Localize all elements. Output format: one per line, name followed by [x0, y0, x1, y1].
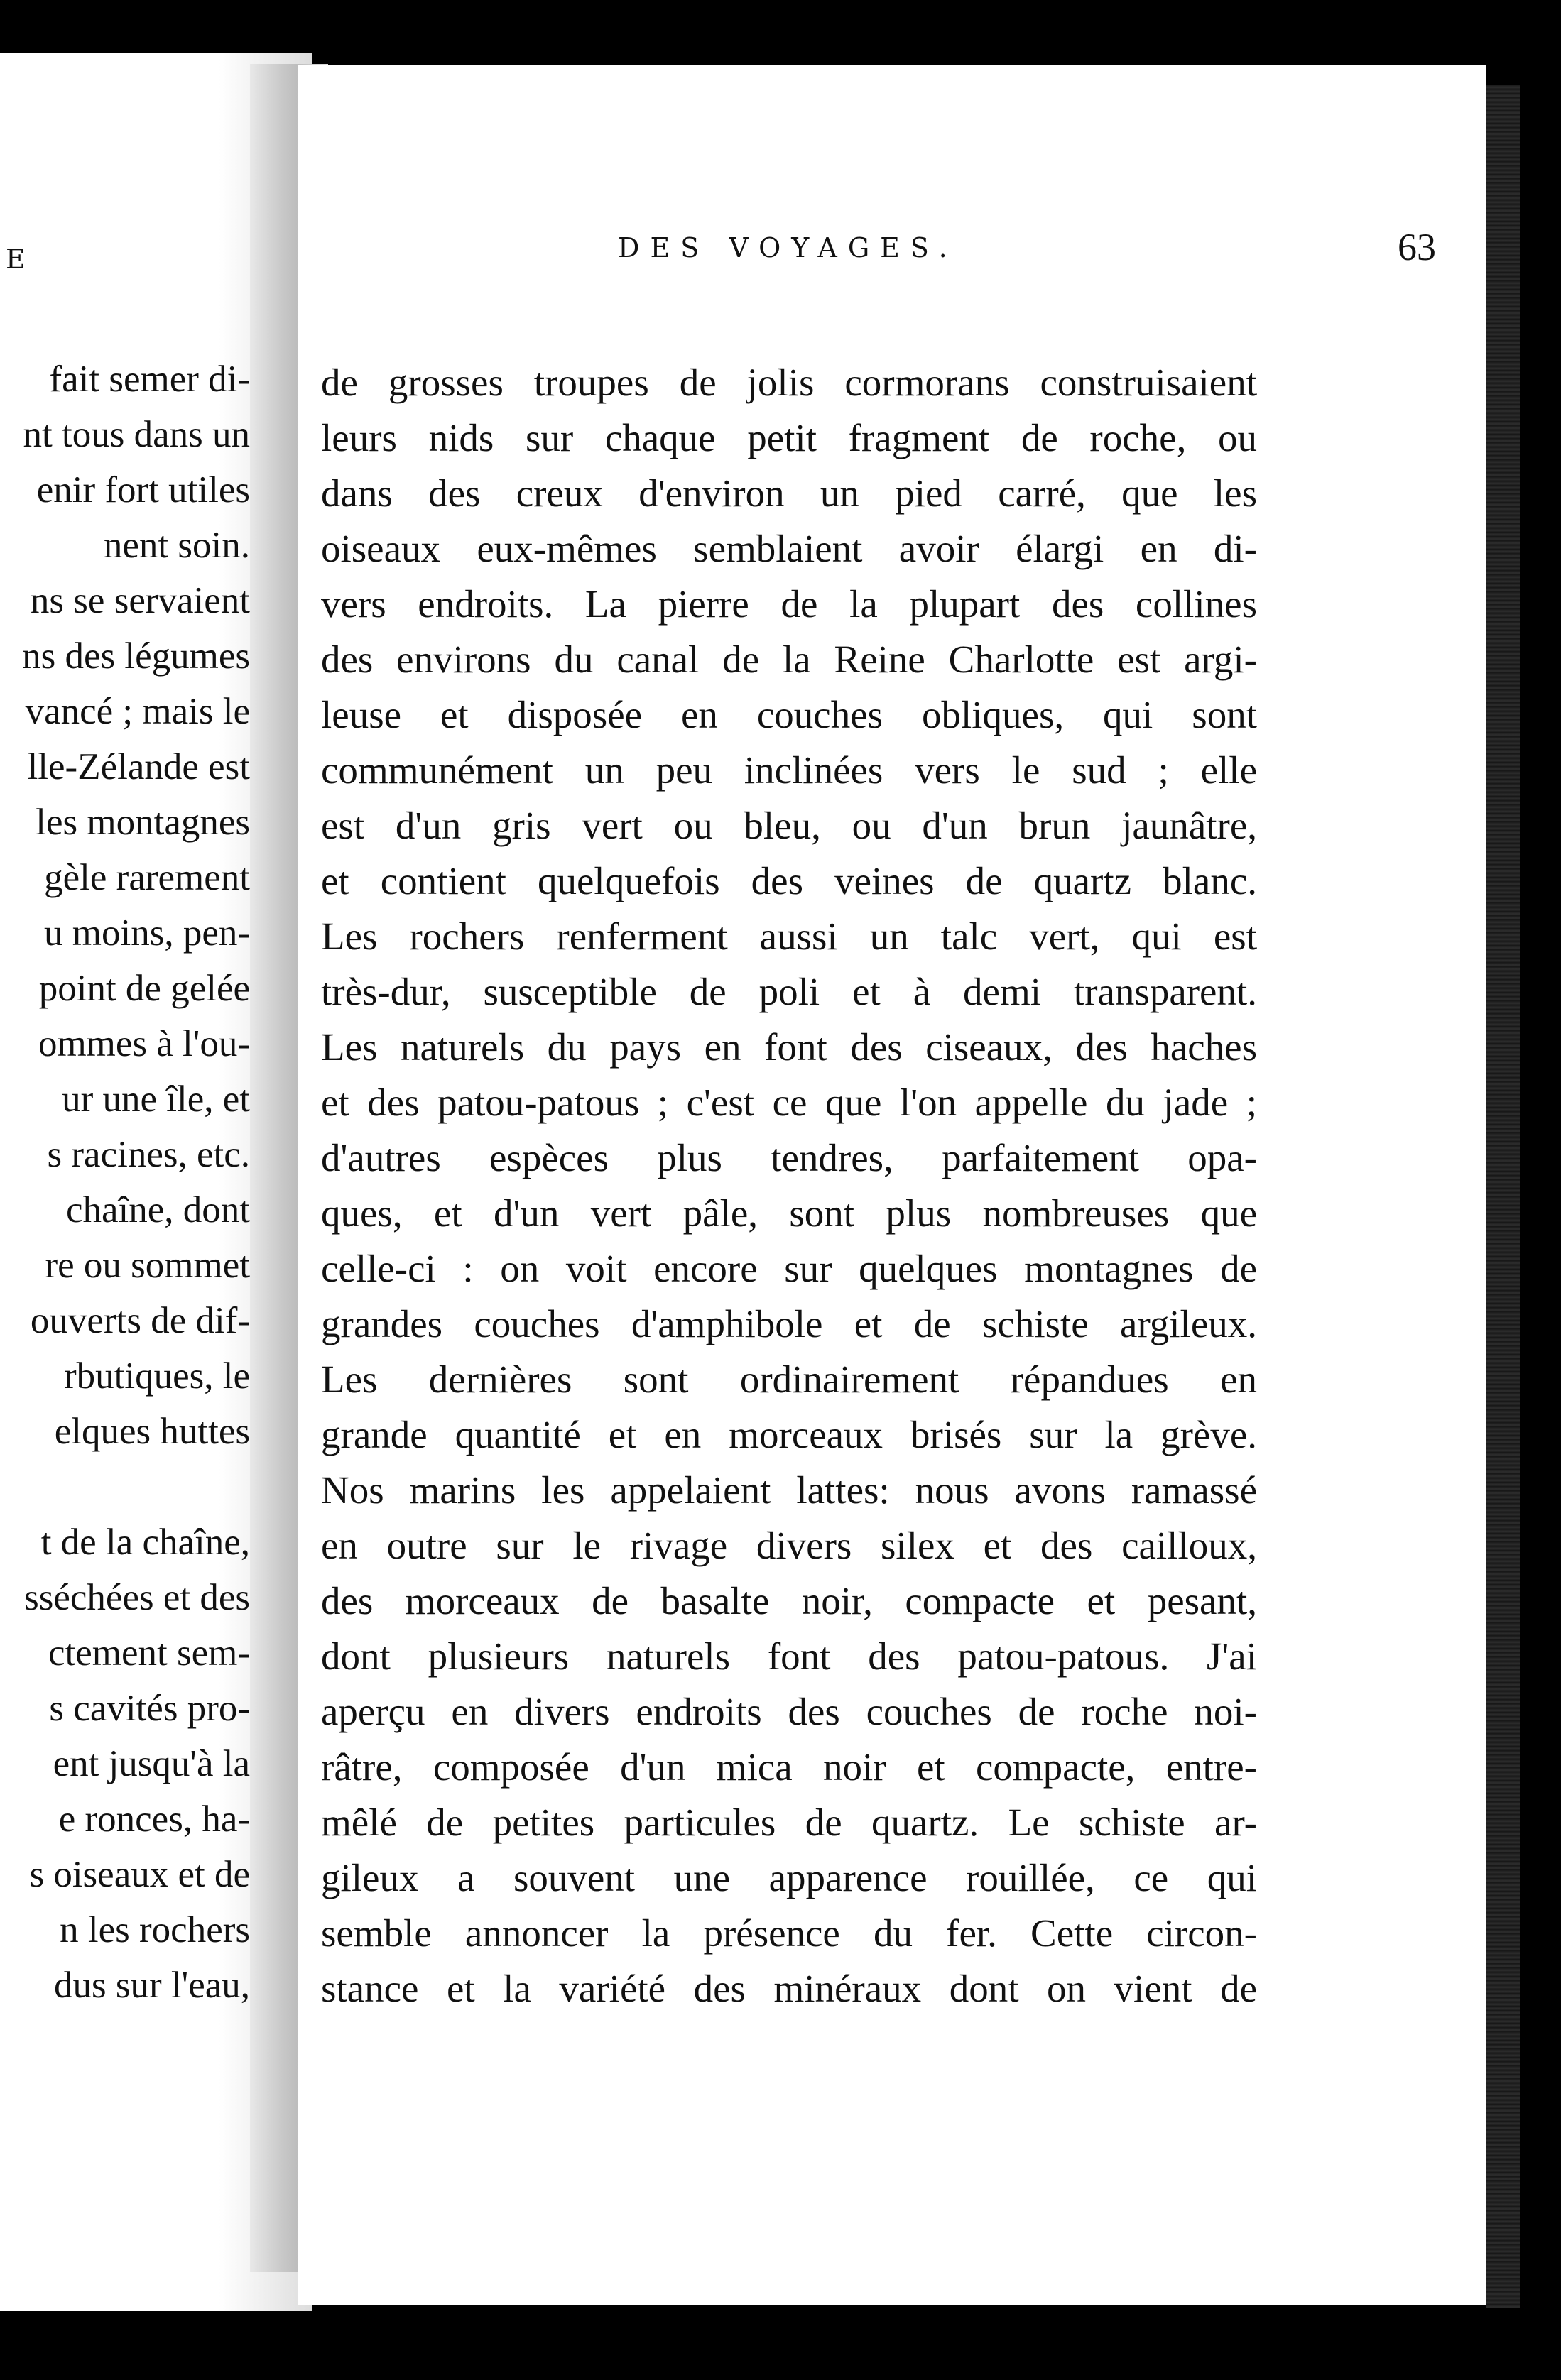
- left-text-line: ns se servaient: [30, 580, 250, 621]
- text-line: de grosses troupes de jolis cormorans construisaient: [321, 361, 1257, 404]
- left-text-line: n les rochers: [60, 1909, 250, 1950]
- running-head: [298, 226, 1486, 275]
- left-page-text: [0, 351, 250, 2013]
- left-text-line: s racines, etc.: [47, 1134, 250, 1175]
- left-text-line: ent jusqu'à la: [53, 1743, 250, 1784]
- text-line: semble annoncer la présence du fer. Cette circon-: [321, 1911, 1257, 1955]
- text-line: Les dernières sont ordinairement répandues en: [321, 1358, 1257, 1401]
- left-text-line: ouverts de dif-: [30, 1300, 250, 1341]
- left-text-line: elques huttes: [54, 1411, 250, 1452]
- left-text-gap: [0, 1459, 250, 1514]
- left-text-line: ns des légumes: [22, 635, 250, 677]
- left-text-line: rbutiques, le: [64, 1355, 250, 1397]
- text-line: grande quantité et en morceaux brisés sur la grève.: [321, 1413, 1257, 1456]
- left-text-line: dus sur l'eau,: [54, 1965, 250, 2006]
- left-text-line: vancé ; mais le: [25, 691, 250, 732]
- left-text-line: re ou sommet: [45, 1245, 250, 1286]
- text-line: des environs du canal de la Reine Charlotte est argi-: [321, 638, 1257, 681]
- text-line: en outre sur le rivage divers silex et des cailloux,: [321, 1524, 1257, 1567]
- left-text-line: chaîne, dont: [65, 1189, 250, 1230]
- page-stack-edge: [1486, 85, 1520, 2308]
- left-text-line: ur une île, et: [62, 1079, 250, 1120]
- text-line: dans des creux d'environ un pied carré, que les: [321, 471, 1257, 515]
- left-text-line: s oiseaux et de: [29, 1854, 250, 1895]
- text-line: Les rochers renferment aussi un talc vert, qui est: [321, 915, 1257, 958]
- text-line: et contient quelquefois des veines de quartz blanc.: [321, 859, 1257, 902]
- left-text-line: t de la chaîne,: [40, 1522, 250, 1563]
- text-line: des morceaux de basalte noir, compacte et pesant,: [321, 1579, 1257, 1622]
- text-line: est d'un gris vert ou bleu, ou d'un brun jaunâtre,: [321, 804, 1257, 847]
- text-line: oiseaux eux-mêmes semblaient avoir élargi en di-: [321, 527, 1257, 570]
- left-text-line: s cavités pro-: [49, 1688, 250, 1729]
- text-line: aperçu en divers endroits des couches de roche noi-: [321, 1690, 1257, 1733]
- text-line: dont plusieurs naturels font des patou-patous. J'ai: [321, 1634, 1257, 1678]
- text-line: très-dur, susceptible de poli et à demi transparent.: [321, 970, 1257, 1013]
- left-text-line: enir fort utiles: [36, 469, 250, 511]
- left-text-line: les montagnes: [36, 802, 250, 843]
- text-line: vers endroits. La pierre de la plupart des collines: [321, 582, 1257, 626]
- left-text-line: lle-Zélande est: [27, 746, 250, 787]
- right-page: [298, 65, 1486, 2305]
- text-line: râtre, composée d'un mica noir et compacte, entre-: [321, 1745, 1257, 1789]
- running-title: DES VOYAGES.: [618, 232, 958, 263]
- text-line: leurs nids sur chaque petit fragment de roche, ou: [321, 416, 1257, 459]
- left-text-line: ommes à l'ou-: [38, 1023, 250, 1064]
- left-text-line: gèle rarement: [44, 857, 250, 898]
- text-line: grandes couches d'amphibole et de schiste argileux.: [321, 1302, 1257, 1345]
- left-text-line: sséchées et des: [24, 1577, 250, 1618]
- text-line: stance et la variété des minéraux dont on vient de: [321, 1967, 1257, 2010]
- text-line: et des patou-patous ; c'est ce que l'on appelle du jade ;: [321, 1081, 1257, 1124]
- text-line: leuse et disposée en couches obliques, qui sont: [321, 693, 1257, 736]
- text-line: ques, et d'un vert pâle, sont plus nombreuses que: [321, 1191, 1257, 1235]
- left-text-line: u moins, pen-: [44, 912, 250, 954]
- left-text-line: nt tous dans un: [23, 414, 250, 455]
- left-page-header: E: [6, 244, 30, 275]
- text-line: gileux a souvent une apparence rouillée, ce qui: [321, 1856, 1257, 1899]
- left-text-line: ctement sem-: [48, 1632, 250, 1674]
- text-line: mêlé de petites particules de quartz. Le schiste ar-: [321, 1801, 1257, 1844]
- text-line: d'autres espèces plus tendres, parfaitement opa-: [321, 1136, 1257, 1179]
- left-text-line: fait semer di-: [49, 359, 250, 400]
- text-line: Nos marins les appelaient lattes: nous avons ramassé: [321, 1468, 1257, 1512]
- page-number: 63: [1398, 226, 1436, 268]
- left-text-line: point de gelée: [38, 968, 250, 1009]
- text-line: communément un peu inclinées vers le sud ; elle: [321, 748, 1257, 792]
- body-text: [321, 355, 1257, 2016]
- text-line: Les naturels du pays en font des ciseaux, des haches: [321, 1025, 1257, 1069]
- text-line: celle-ci : on voit encore sur quelques montagnes de: [321, 1247, 1257, 1290]
- left-text-line: nent soin.: [103, 525, 250, 566]
- left-text-line: e ronces, ha-: [58, 1798, 250, 1840]
